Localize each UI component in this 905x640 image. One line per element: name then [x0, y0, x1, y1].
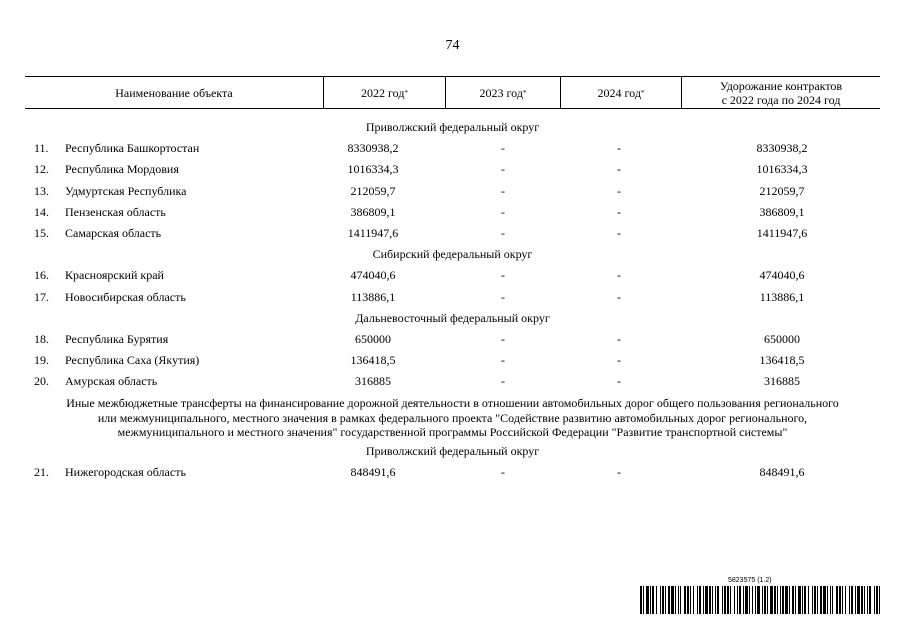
row-number: 16.	[34, 268, 49, 283]
row-number: 13.	[34, 183, 49, 198]
row-2023: -	[501, 141, 505, 156]
barcode-bar	[762, 586, 763, 614]
row-2023: -	[501, 268, 505, 283]
row-number: 18.	[34, 331, 49, 346]
barcode-bar	[745, 586, 748, 614]
barcode-bar	[770, 586, 773, 614]
barcode-bar	[734, 586, 735, 614]
barcode-bar	[697, 586, 698, 614]
barcode-bar	[782, 586, 784, 614]
row-number: 14.	[34, 204, 49, 219]
barcode-bar	[845, 586, 846, 614]
section-heading: Приволжский федеральный округ	[365, 120, 540, 134]
header-total-line1: Удорожание контрактов	[719, 78, 843, 93]
table-row	[25, 287, 880, 308]
barcode-bar	[876, 586, 878, 614]
row-total: 113886,1	[759, 289, 805, 304]
barcode-bar	[830, 586, 831, 614]
row-2024: -	[617, 289, 621, 304]
barcode-bar	[814, 586, 816, 614]
row-2024: -	[617, 162, 621, 177]
barcode-bar	[755, 586, 756, 614]
barcode-bar	[820, 586, 822, 614]
row-2022: 1411947,6	[347, 225, 399, 240]
table-row	[25, 329, 880, 350]
barcode-bar	[774, 586, 776, 614]
note-line: Иные межбюджетные трансферты на финансирование дорожной деятельности в отношении автомобильных дорог общего пользования регионального	[66, 396, 839, 411]
row-name: Республика Мордовия	[65, 162, 179, 177]
row-2024: -	[617, 374, 621, 389]
row-2023: -	[501, 225, 505, 240]
barcode-bar	[836, 586, 838, 614]
barcode-bar	[839, 586, 841, 614]
header-name-cell	[25, 77, 323, 108]
row-number: 11.	[34, 141, 49, 156]
row-2023: -	[501, 374, 505, 389]
barcode-bar	[752, 586, 753, 614]
barcode-bar	[764, 586, 766, 614]
section-heading: Приволжский федеральный округ	[365, 443, 540, 458]
barcode-bar	[699, 586, 701, 614]
barcode-bar	[749, 586, 750, 614]
barcode-text: 5823575 (1.2)	[728, 577, 772, 584]
barcode	[640, 577, 880, 617]
row-name: Удмуртская Республика	[65, 183, 187, 198]
row-2022: 474040,6	[350, 268, 396, 283]
row-2022: 386809,1	[350, 204, 396, 219]
barcode-bar	[842, 586, 843, 614]
row-2024: -	[617, 268, 621, 283]
table-row	[25, 462, 880, 483]
barcode-bar	[705, 586, 708, 614]
row-total: 386809,1	[759, 204, 805, 219]
table-row	[25, 181, 880, 202]
row-2023: -	[501, 183, 505, 198]
header-total-line2: с 2022 года по 2024 год	[721, 92, 841, 107]
barcode-bar	[812, 586, 813, 614]
barcode-bar	[656, 586, 657, 614]
table-row	[25, 350, 880, 371]
barcode-bar	[861, 586, 863, 614]
barcode-bar	[687, 586, 689, 614]
barcode-bar	[715, 586, 716, 614]
barcode-bar	[767, 586, 768, 614]
barcode-bar	[703, 586, 704, 614]
barcode-bar	[671, 586, 674, 614]
section-heading: Сибирский федеральный округ	[372, 247, 533, 262]
barcode-bar	[680, 586, 681, 614]
header-2024-cell: 2024 год *	[597, 85, 645, 100]
row-2024: -	[617, 331, 621, 346]
barcode-bar	[857, 586, 860, 614]
barcode-bar	[874, 586, 875, 614]
barcode-bar	[690, 586, 691, 614]
barcode-bar	[798, 586, 801, 614]
note-line: межмуниципального и местного значения" государственной программы Российской Федерации "Развитие транспортной системы"	[117, 425, 788, 440]
barcode-bar	[652, 586, 654, 614]
barcode-bar	[665, 586, 666, 614]
row-total: 8330938,2	[756, 141, 808, 156]
row-2022: 316885	[355, 374, 391, 389]
header-name: Наименование объекта	[115, 85, 233, 100]
barcode-bar	[855, 586, 856, 614]
barcode-bar	[646, 586, 649, 614]
row-2023: -	[501, 204, 505, 219]
header-2023: 2023 год	[479, 85, 523, 100]
row-2024: -	[617, 141, 621, 156]
row-2024: -	[617, 204, 621, 219]
section-heading: Дальневосточный федеральный округ	[355, 310, 550, 325]
table-body	[25, 117, 880, 483]
row-name: Амурская область	[65, 374, 158, 389]
barcode-bar	[780, 586, 781, 614]
row-2024: -	[617, 353, 621, 368]
barcode-bar	[727, 586, 729, 614]
row-name: Красноярский край	[65, 268, 164, 283]
row-2022: 136418,5	[350, 353, 396, 368]
barcode-bar	[792, 586, 794, 614]
barcode-bar	[795, 586, 796, 614]
row-2024: -	[617, 465, 621, 480]
row-number: 15.	[34, 225, 49, 240]
row-2023: -	[501, 465, 505, 480]
barcode-bar	[869, 586, 871, 614]
note-line: или межмуниципального, местного значения в рамках федерального проекта "Содействие развитию автомобильных дорог регионального,	[97, 410, 808, 425]
barcode-bar	[684, 586, 686, 614]
barcode-bar	[662, 586, 664, 614]
row-name: Пензенская область	[65, 204, 166, 219]
barcode-bar	[722, 586, 723, 614]
row-2024: -	[617, 225, 621, 240]
row-number: 19.	[34, 353, 49, 368]
row-total: 1016334,3	[756, 162, 808, 177]
barcode-bar	[832, 586, 833, 614]
header-total-cell	[682, 77, 880, 108]
barcode-bar	[864, 586, 865, 614]
barcode-bar	[717, 586, 719, 614]
barcode-bar	[823, 586, 826, 614]
barcode-bar	[660, 586, 661, 614]
barcode-bar	[640, 586, 642, 614]
row-2022: 848491,6	[350, 465, 396, 480]
row-2022: 8330938,2	[347, 141, 399, 156]
barcode-bar	[643, 586, 644, 614]
row-2022: 1016334,3	[347, 162, 399, 177]
barcode-bar	[817, 586, 818, 614]
table-row	[25, 202, 880, 223]
row-name: Нижегородская область	[65, 465, 186, 480]
barcode-bar	[712, 586, 713, 614]
barcode-bar	[849, 586, 850, 614]
row-total: 474040,6	[759, 268, 805, 283]
barcode-bar	[650, 586, 651, 614]
header-2022-cell: 2022 год *	[361, 85, 408, 100]
transfer-note	[25, 392, 880, 441]
barcode-bar	[757, 586, 760, 614]
header-2022: 2022 год	[361, 85, 405, 100]
row-2022: 113886,1	[350, 289, 396, 304]
row-number: 20.	[34, 374, 49, 389]
barcode-bar	[867, 586, 868, 614]
row-2023: -	[501, 289, 505, 304]
row-total: 1411947,6	[756, 225, 808, 240]
barcode-bar	[851, 586, 853, 614]
barcode-bar	[827, 586, 828, 614]
barcode-bar	[675, 586, 676, 614]
row-number: 17.	[34, 289, 49, 304]
row-name: Республика Саха (Якутия)	[65, 353, 200, 368]
row-name: Республика Башкортостан	[65, 141, 200, 156]
table-header	[25, 76, 880, 109]
barcode-bar	[879, 586, 880, 614]
row-number: 21.	[34, 465, 49, 480]
table-row	[25, 265, 880, 286]
barcode-bar	[737, 586, 738, 614]
row-2024: -	[617, 183, 621, 198]
row-total: 848491,6	[759, 465, 805, 480]
barcode-bar	[802, 586, 803, 614]
barcode-bar	[724, 586, 726, 614]
row-2023: -	[501, 331, 505, 346]
barcode-bar	[678, 586, 679, 614]
table-row	[25, 159, 880, 180]
barcode-bar	[693, 586, 694, 614]
barcode-bar	[785, 586, 788, 614]
row-total: 212059,7	[759, 183, 805, 198]
table-row	[25, 138, 880, 159]
row-total: 316885	[764, 374, 800, 389]
row-name: Новосибирская область	[65, 289, 186, 304]
page-number: 74	[445, 38, 460, 53]
table-row	[25, 223, 880, 244]
barcode-bar	[709, 586, 711, 614]
row-name: Республика Бурятия	[65, 331, 169, 346]
barcode-bar	[777, 586, 778, 614]
barcode-bar	[743, 586, 744, 614]
header-2024: 2024 год	[597, 85, 641, 100]
row-2022: 650000	[355, 331, 391, 346]
row-number: 12.	[34, 162, 49, 177]
barcode-image	[640, 586, 880, 614]
row-2023: -	[501, 353, 505, 368]
barcode-bar	[808, 586, 809, 614]
barcode-bar	[668, 586, 670, 614]
row-2023: -	[501, 162, 505, 177]
row-total: 650000	[764, 331, 800, 346]
barcode-bar	[730, 586, 731, 614]
header-2023-cell: 2023 год *	[479, 85, 527, 100]
row-2022: 212059,7	[350, 183, 396, 198]
row-total: 136418,5	[759, 353, 805, 368]
barcode-bar	[804, 586, 806, 614]
barcode-bar	[789, 586, 790, 614]
table-row	[25, 371, 880, 392]
barcode-bar	[739, 586, 741, 614]
row-name: Самарская область	[65, 225, 162, 240]
